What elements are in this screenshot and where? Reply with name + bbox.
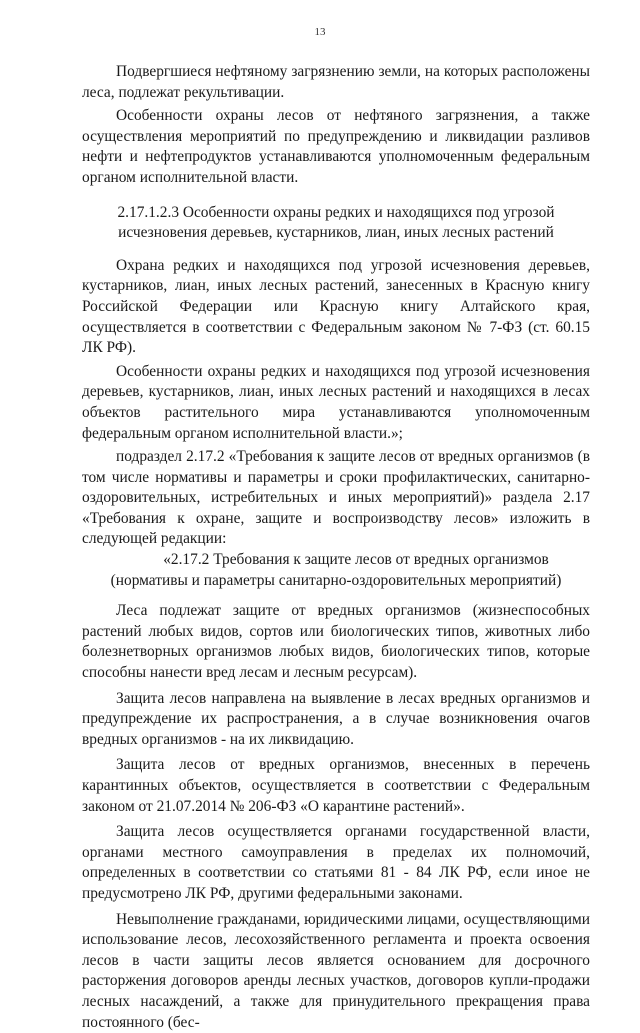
document-body	[82, 62, 590, 1033]
paragraph-authorities: Защита лесов осуществляется органами государственной власти, органами местного самоуправления в пределах их полномочий, определенных в соответствии со статьями 81 - 84 ЛК РФ, если иное не предусмотрено ЛК РФ, другими федеральными законами.	[82, 823, 590, 902]
paragraph-rare-plants-features: Особенности охраны редких и находящихся под угрозой исчезновения деревьев, кустарников, лиан, иных лесных растений и находящихся в лесах объектов растительного мира устанавливаются уполномоченным федеральным органом исполнительной власти.»;	[82, 362, 590, 442]
section-heading-2-17-2-line1: «2.17.2 Требования к защите лесов от вредных организмов	[163, 551, 549, 569]
paragraph-quarantine: Защита лесов от вредных организмов, внесенных в перечень карантинных объектов, осуществляется в соответствии с Федеральным законом от 21.07.2014 № 206-ФЗ «О карантине растений».	[82, 756, 590, 815]
section-heading-2-17-1-2-3: 2.17.1.2.3 Особенности охраны редких и находящихся под угрозой исчезновения деревьев, кустарников, лиан, иных лесных растений	[117, 203, 555, 242]
paragraph-recultivation: Подвергшиеся нефтяному загрязнению земли, на которых расположены леса, подлежат рекультивации.	[82, 63, 590, 101]
paragraph-harmful-organisms: Леса подлежат защите от вредных организмов (жизнеспособных растений любых видов, сортов или биологических типов, животных либо болезнетворных организмов любых видов, биологических типов, которые способны нанести вред лесам и лесным ресурсам).	[82, 602, 590, 682]
section-heading-2-17-2-line2: (нормативы и параметры санитарно-оздоровительных мероприятий)	[110, 571, 562, 589]
paragraph-detection: Защита лесов направлена на выявление в лесах вредных организмов и предупреждение их распространения, а в случае возникновения очагов вредных организмов - на их ликвидацию.	[82, 689, 590, 748]
paragraph-oil-pollution: Особенности охраны лесов от нефтяного загрязнения, а также осуществления мероприятий по предупреждению и ликвидации разливов нефти и нефтепродуктов устанавливаются уполномоченным федеральным органом исполнительной власти.	[82, 107, 590, 186]
page-number: 13	[314, 26, 326, 38]
paragraph-subsection-amendment: подраздел 2.17.2 «Требования к защите лесов от вредных организмов (в том числе нормативы и параметры и сроки профилактических, санитарно-оздоровительных, истребительных и иных мероприятий)» раздела 2.17 «Требования к охране, защите и воспроизводству лесов» изложить в следующей редакции:	[82, 448, 590, 548]
paragraph-noncompliance: Невыполнение гражданами, юридическими лицами, осуществляющими использование лесов, лесохозяйственного регламента и проекта освоения лесов в части защиты лесов является основанием для досрочного расторжения договоров аренды лесных участков, договоров купли-продажи лесных насаждений, а также для принудительного прекращения права постоянного (бес-	[82, 910, 590, 1031]
paragraph-rare-plants-protection: Охрана редких и находящихся под угрозой исчезновения деревьев, кустарников, лиан, иных лесных растений, занесенных в Красную книгу Российской Федерации или Красную книгу Алтайского края, осуществляется в соответствии с Федеральным законом № 7-ФЗ (ст. 60.15 ЛК РФ).	[82, 256, 590, 357]
section-heading-2-17-2	[82, 550, 590, 591]
